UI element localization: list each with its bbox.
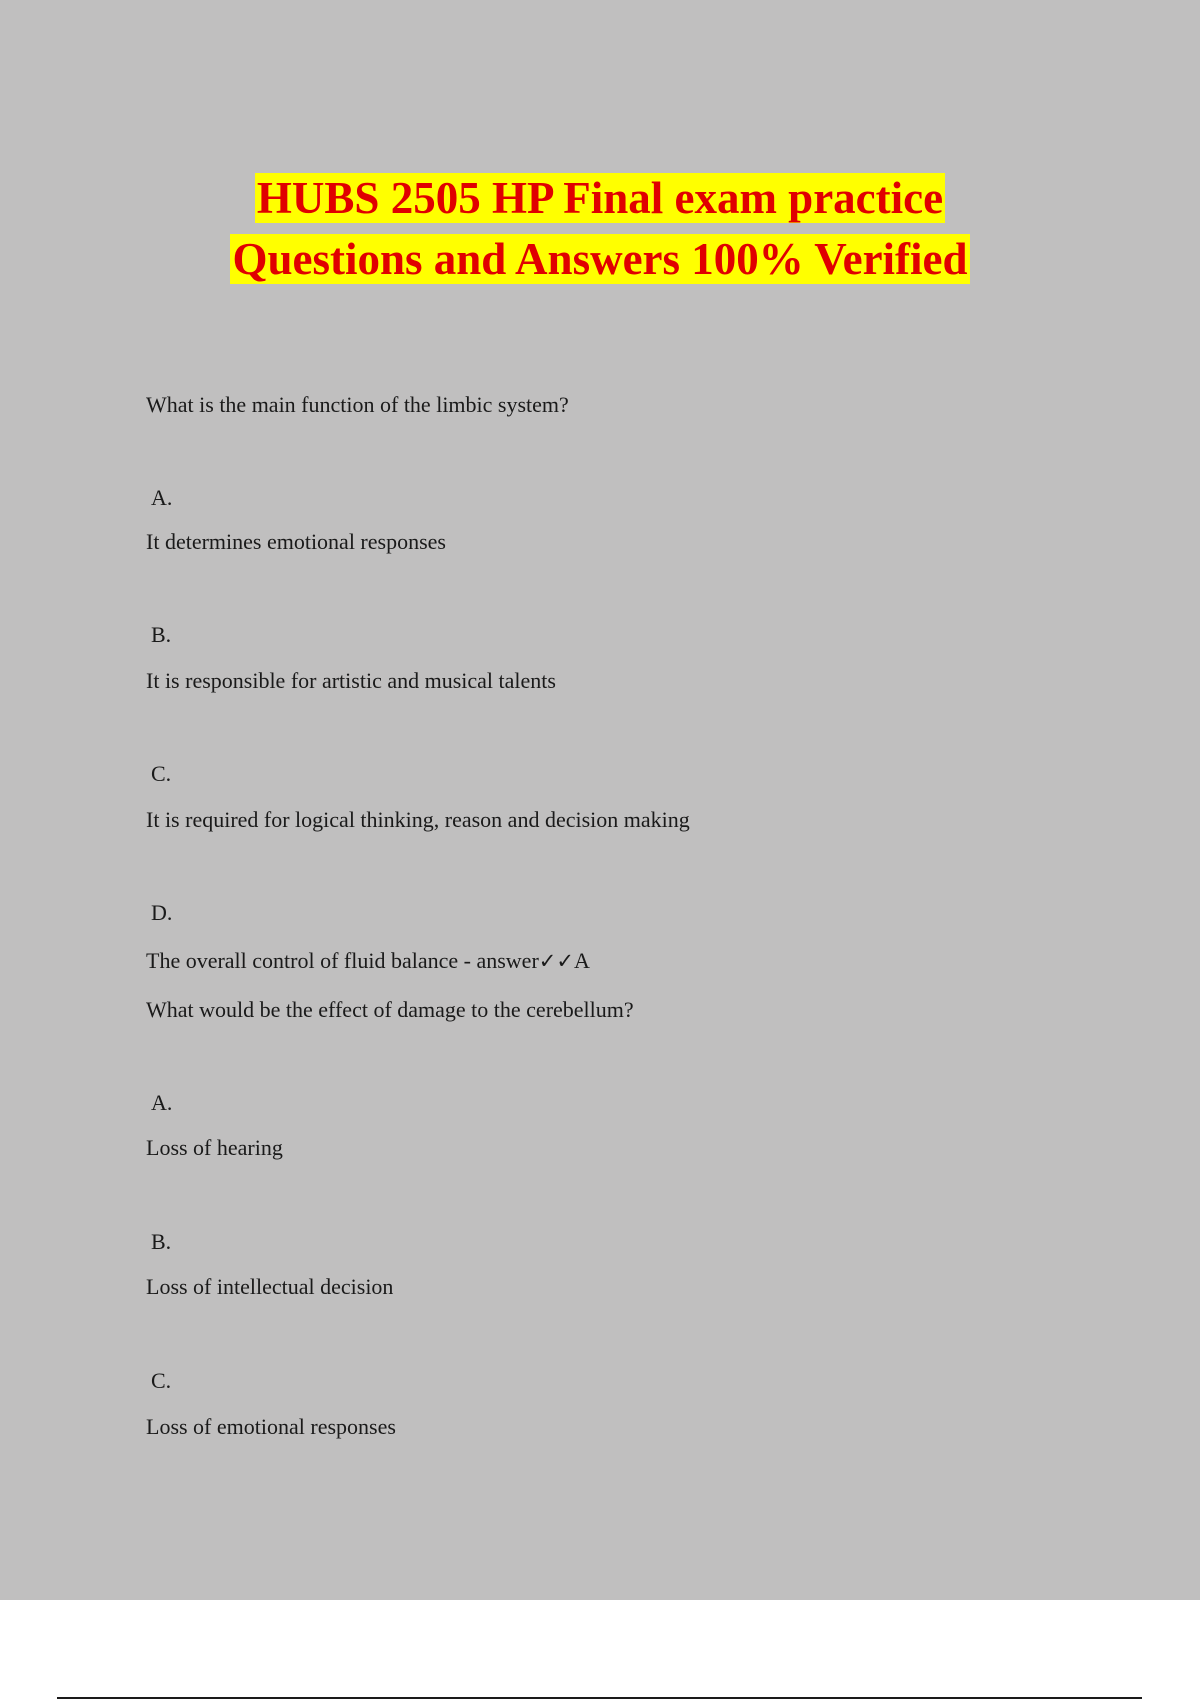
q2-option-b-letter: B. xyxy=(151,1229,172,1254)
q2-option-b-text: Loss of intellectual decision xyxy=(146,1274,394,1299)
q2-option-c-text: Loss of emotional responses xyxy=(146,1414,396,1439)
q1-option-a-letter: A. xyxy=(151,485,173,510)
q1-answer: A xyxy=(573,948,590,973)
title-line-1: HUBS 2505 HP Final exam practice xyxy=(256,173,944,223)
q1-option-d-letter: D. xyxy=(151,900,173,925)
q1-option-b-letter: B. xyxy=(151,622,172,647)
footer-divider xyxy=(57,1697,1142,1699)
q1-option-b-text: It is responsible for artistic and musical talents xyxy=(146,668,556,693)
q1-option-c-text: It is required for logical thinking, reason and decision making xyxy=(146,807,690,832)
question-2-text: What would be the effect of damage to the cerebellum? xyxy=(146,997,634,1022)
q1-option-d-text: The overall control of fluid balance - answer xyxy=(146,948,539,973)
document-title xyxy=(0,168,1200,290)
q1-option-c-letter: C. xyxy=(151,761,172,786)
title-line-2: Questions and Answers 100% Verified xyxy=(232,234,968,284)
q2-option-a-text: Loss of hearing xyxy=(146,1135,283,1160)
question-1-text: What is the main function of the limbic system? xyxy=(146,392,569,417)
q2-option-a-letter: A. xyxy=(151,1090,173,1115)
q2-option-c-letter: C. xyxy=(151,1368,172,1393)
answer-checkmark-icon: ✓✓ xyxy=(538,949,574,973)
q1-option-a-text: It determines emotional responses xyxy=(146,529,446,554)
q1-option-d-answer-line xyxy=(146,947,590,975)
